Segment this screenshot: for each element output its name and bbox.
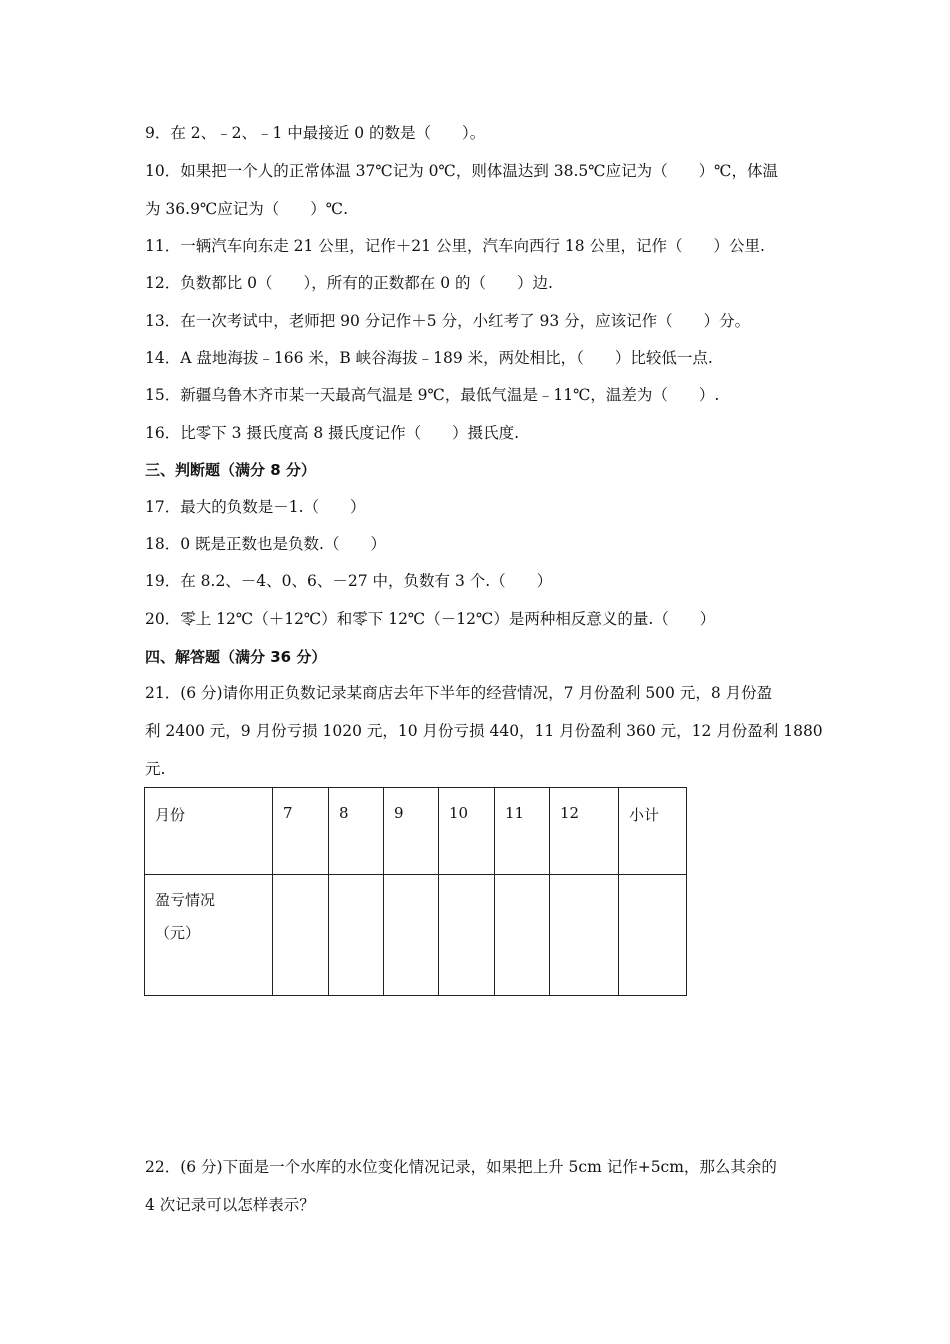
line-q11: 11．一辆汽车向东走 21 公里，记作＋21 公里，汽车向西行 18 公里，记作（ ）公里.	[145, 237, 765, 255]
table-cell: 10	[439, 788, 495, 875]
line-q22a: 22．(6 分)下面是一个水库的水位变化情况记录，如果把上升 5cm 记作+5cm，那么其余的	[145, 1158, 777, 1176]
answer-cell[interactable]	[495, 875, 550, 996]
line-q10a: 10．如果把一个人的正常体温 37℃记为 0℃，则体温达到 38.5℃应记为（ ）℃，体温	[145, 162, 778, 180]
table-row	[145, 875, 687, 996]
table-cell: 月份	[145, 788, 273, 875]
table-cell: 12	[550, 788, 619, 875]
line-q22b: 4 次记录可以怎样表示？	[145, 1196, 315, 1214]
line-q14: 14．A 盘地海拔﹣166 米，B 峡谷海拔﹣189 米，两处相比，（ ）比较低一点.	[145, 349, 713, 367]
table-row-label	[145, 875, 273, 996]
row-label-line1: 盈亏情况	[155, 891, 216, 909]
answer-cell[interactable]	[273, 875, 329, 996]
line-q20: 20．零上 12℃（＋12℃）和零下 12℃（－12℃）是两种相反意义的量.（ ）	[145, 610, 716, 628]
table-header-row	[145, 788, 687, 875]
table-cell: 9	[384, 788, 439, 875]
line-q12: 12．负数都比 0（ ），所有的正数都在 0 的（ ）边.	[145, 274, 553, 292]
line-q19: 19．在 8.2、－4、0、6、－27 中，负数有 3 个.（ ）	[145, 572, 553, 590]
line-q16: 16．比零下 3 摄氏度高 8 摄氏度记作（ ）摄氏度.	[145, 424, 520, 442]
table-cell: 7	[273, 788, 329, 875]
section-heading-judgement: 三、判断题（满分 8 分）	[145, 461, 316, 479]
row-label-line2: （元）	[155, 924, 201, 942]
line-q10b: 为 36.9℃应记为（ ）℃.	[145, 200, 349, 218]
line-q13: 13．在一次考试中，老师把 90 分记作＋5 分，小红考了 93 分，应该记作（ ）分。	[145, 312, 751, 330]
line-q21b: 利 2400 元，9 月份亏损 1020 元，10 月份亏损 440，11 月份盈利 360 元，12 月份盈利 1880	[145, 722, 823, 740]
table-cell: 小计	[619, 788, 687, 875]
line-q21a: 21．(6 分)请你用正负数记录某商店去年下半年的经营情况，7 月份盈利 500 元，8 月份盈	[145, 684, 773, 702]
table-cell: 11	[495, 788, 550, 875]
answer-cell[interactable]	[329, 875, 384, 996]
answer-cell[interactable]	[384, 875, 439, 996]
line-q15: 15．新疆乌鲁木齐市某一天最高气温是 9℃，最低气温是﹣11℃，温差为（ ）.	[145, 386, 720, 404]
answer-cell[interactable]	[439, 875, 495, 996]
line-q17: 17．最大的负数是－1.（ ）	[145, 498, 366, 516]
line-q21c: 元.	[145, 760, 166, 778]
line-q18: 18．0 既是正数也是负数.（ ）	[145, 535, 386, 553]
answer-cell[interactable]	[550, 875, 619, 996]
profit-loss-table	[144, 787, 687, 996]
table-cell: 8	[329, 788, 384, 875]
section-heading-answers: 四、解答题（满分 36 分）	[145, 648, 327, 666]
line-q9: 9．在 2、﹣2、﹣1 中最接近 0 的数是（ ）。	[145, 124, 486, 142]
answer-cell[interactable]	[619, 875, 687, 996]
